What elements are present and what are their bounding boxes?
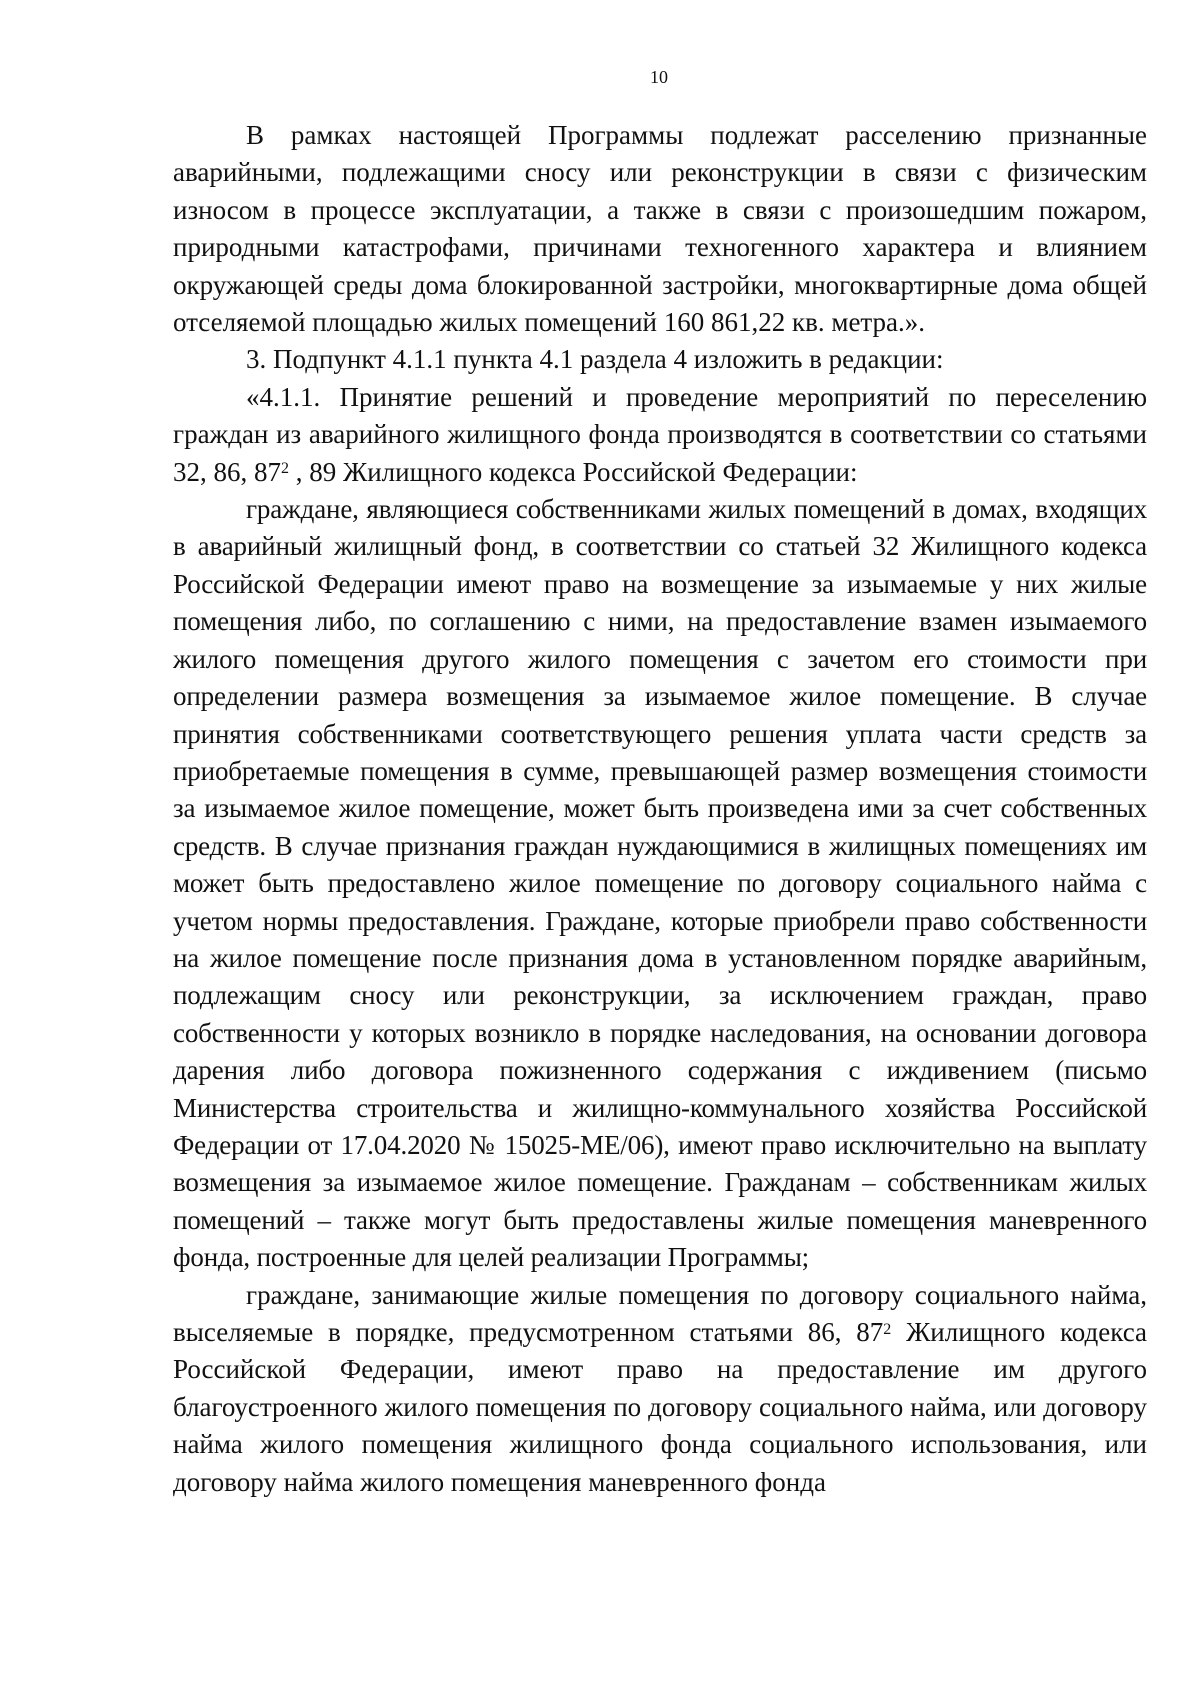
document-body <box>173 117 1147 1501</box>
paragraph-4-1-1 <box>173 379 1147 491</box>
page-number: 10 <box>650 67 668 87</box>
paragraph-program-resettlement: В рамках настоящей Программы подлежат расселению признанные аварийными, подлежащими сносу или реконструкции в связи с физическим износом в процессе эксплуатации, а также в связи с произошедшим пожаром, природными катастрофами, причинами техногенного характера и влиянием окружающей среды дома блокированной застройки, многоквартирные дома общей отселяемой площадью жилых помещений 160 861,22 кв. метра.». <box>173 120 1147 338</box>
paragraph-owners-rights: граждане, являющиеся собственниками жилых помещений в домах, входящих в аварийный жилищный фонд, в соответствии со статьей 32 Жилищного кодекса Российской Федерации имеют право на возмещение за изымаемые у них жилые помещения либо, по соглашению с ними, на предоставление взамен изымаемого жилого помещения другого жилого помещения с зачетом его стоимости при определении размера возмещения за изымаемое жилое помещение. В случае принятия собственниками соответствующего решения уплата части средств за приобретаемые помещения в сумме, превышающей размер возмещения стоимости за изымаемое жилое помещение, может быть произведена ими за счет собственных средств. В случае признания граждан нуждающимися в жилищных помещениях им может быть предоставлено жилое помещение по договору социального найма с учетом нормы предоставления. Граждане, которые приобрели право собственности на жилое помещение после признания дома в установленном порядке аварийным, подлежащим сносу или реконструкции, за исключением граждан, право собственности у которых возникло в порядке наследования, на основании договора дарения либо договора пожизненного содержания с иждивением (письмо Министерства строительства и жилищно-коммунального хозяйства Российской Федерации от 17.04.2020 № 15025-МЕ/06), имеют право исключительно на выплату возмещения за изымаемое жилое помещение. Гражданам – собственникам жилых помещений – также могут быть предоставлены жилые помещения маневренного фонда, построенные для целей реализации Программы; <box>173 494 1147 1273</box>
superscript-article-number: 2 <box>883 1320 892 1338</box>
paragraph-subclause-change: 3. Подпункт 4.1.1 пункта 4.1 раздела 4 изложить в редакции: <box>246 344 944 375</box>
paragraph-social-tenancy-text: граждане, занимающие жилые помещения по договору социального найма, выселяемые в порядке, предусмотренном статьями 86, 87 <box>173 1279 1147 1347</box>
paragraph-4-1-1-text-continued: , 89 Жилищного кодекса Российской Федерации: <box>289 456 858 487</box>
superscript-article-number: 2 <box>281 460 289 478</box>
paragraph-social-tenancy <box>173 1277 1147 1501</box>
paragraph-4-1-1-text: «4.1.1. Принятие решений и проведение мероприятий по переселению граждан из аварийного жилищного фонда производятся в соответствии со статьями 32, 86, 87 <box>173 381 1147 487</box>
paragraph-social-tenancy-text-continued: Жилищного кодекса Российской Федерации, имеют право на предоставление им другого благоустроенного жилого помещения по договору социального найма, или договору найма жилого помещения жилищного фонда социального использования, или договору найма жилого помещения маневренного фонда <box>173 1317 1147 1497</box>
